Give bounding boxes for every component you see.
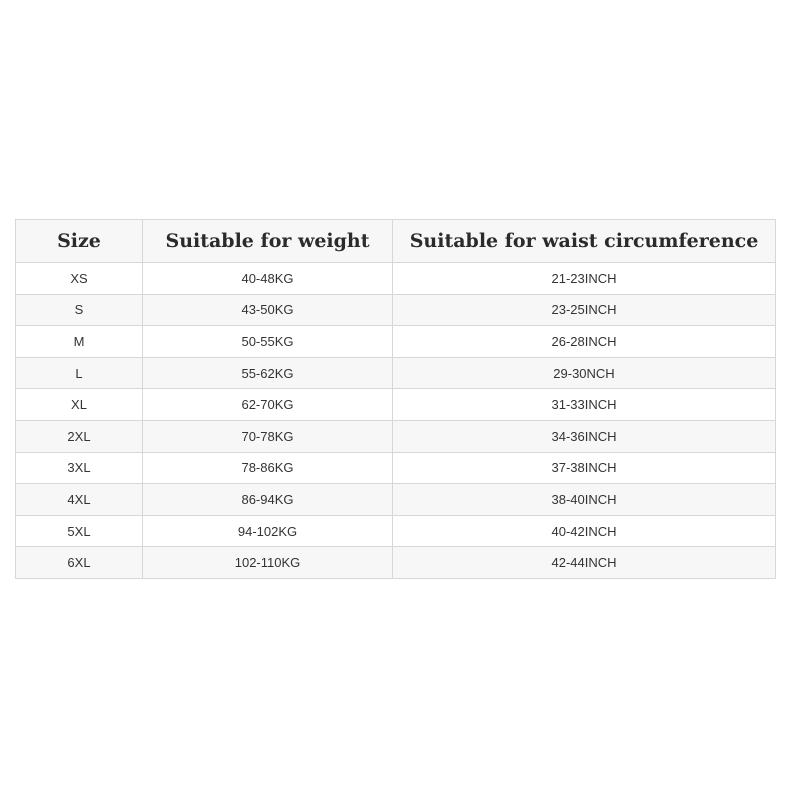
waist-cell: 31-33INCH xyxy=(393,389,776,421)
table-header-row xyxy=(16,220,776,263)
table-row xyxy=(16,294,776,326)
weight-cell: 43-50KG xyxy=(143,294,393,326)
weight-cell: 86-94KG xyxy=(143,484,393,516)
size-cell: 6XL xyxy=(16,547,143,579)
table-row xyxy=(16,420,776,452)
waist-cell: 34-36INCH xyxy=(393,420,776,452)
waist-cell: 42-44INCH xyxy=(393,547,776,579)
weight-cell: 55-62KG xyxy=(143,357,393,389)
weight-cell: 78-86KG xyxy=(143,452,393,484)
weight-cell: 40-48KG xyxy=(143,263,393,295)
table-row xyxy=(16,263,776,295)
size-cell: XS xyxy=(16,263,143,295)
waist-cell: 37-38INCH xyxy=(393,452,776,484)
waist-cell: 40-42INCH xyxy=(393,515,776,547)
weight-cell: 102-110KG xyxy=(143,547,393,579)
table-row xyxy=(16,326,776,358)
waist-cell: 29-30NCH xyxy=(393,357,776,389)
waist-cell: 26-28INCH xyxy=(393,326,776,358)
waist-cell: 23-25INCH xyxy=(393,294,776,326)
column-header-waist: Suitable for waist circumference xyxy=(393,220,776,263)
weight-cell: 94-102KG xyxy=(143,515,393,547)
table-row xyxy=(16,547,776,579)
size-cell: M xyxy=(16,326,143,358)
waist-cell: 38-40INCH xyxy=(393,484,776,516)
table-row xyxy=(16,515,776,547)
column-header-weight: Suitable for weight xyxy=(143,220,393,263)
size-cell: 3XL xyxy=(16,452,143,484)
table-row xyxy=(16,484,776,516)
table-row xyxy=(16,452,776,484)
table-row xyxy=(16,389,776,421)
weight-cell: 70-78KG xyxy=(143,420,393,452)
size-cell: XL xyxy=(16,389,143,421)
size-cell: L xyxy=(16,357,143,389)
size-cell: S xyxy=(16,294,143,326)
waist-cell: 21-23INCH xyxy=(393,263,776,295)
size-cell: 4XL xyxy=(16,484,143,516)
column-header-size: Size xyxy=(16,220,143,263)
size-cell: 2XL xyxy=(16,420,143,452)
size-cell: 5XL xyxy=(16,515,143,547)
weight-cell: 50-55KG xyxy=(143,326,393,358)
weight-cell: 62-70KG xyxy=(143,389,393,421)
size-chart-table xyxy=(15,219,776,579)
table-row xyxy=(16,357,776,389)
